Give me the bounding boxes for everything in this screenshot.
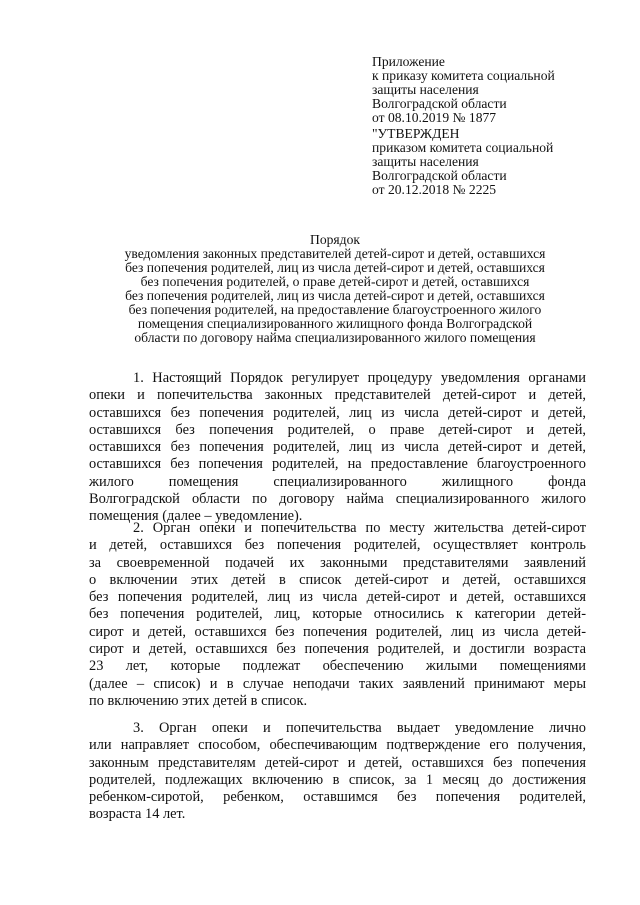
paragraph-line: помещения (далее – уведомление).	[89, 508, 303, 525]
appendix-line: Приложение	[372, 54, 445, 69]
paragraph-line: возраста 14 лет.	[89, 806, 186, 823]
title-line: без попечения родителей, лиц из числа детей-сирот и детей, оставшихся	[125, 260, 545, 275]
paragraph-3	[89, 720, 586, 824]
paragraph-line: Волгоградской области по договору найма специализированного жилого	[89, 491, 586, 508]
appendix-line: от 08.10.2019 № 1877	[372, 110, 497, 125]
approved-line: защиты населения	[372, 154, 479, 169]
paragraph-line: опеки и попечительства законных представителей детей-сирот и детей,	[89, 387, 586, 404]
title-line: без попечения родителей, о праве детей-сирот и детей, оставшихся	[140, 274, 530, 289]
document-title	[80, 233, 590, 345]
paragraph-line: ребенком-сиротой, ребенком, оставшимся без попечения родителей,	[89, 789, 586, 806]
title-line: уведомления законных представителей детей-сирот и детей, оставшихся	[124, 246, 546, 261]
paragraph-line: родителей, подлежащих включению в список, за 1 месяц до достижения	[89, 771, 586, 788]
paragraph-line: сирот и детей, оставшихся без попечения родителей, лиц из числа детей-	[89, 623, 586, 640]
paragraph-line: оставшихся без попечения родителей, лиц из числа детей-сирот и детей,	[89, 439, 586, 456]
paragraph-line: 23 лет, которые подлежат обеспечению жилыми помещениями	[89, 658, 586, 675]
paragraph-line: за своевременной подачей их законными представителями заявлений	[89, 554, 586, 571]
paragraph-line: оставшихся без попечения родителей, о праве детей-сирот и детей,	[89, 421, 586, 438]
paragraph-line: 1. Настоящий Порядок регулирует процедуру уведомления органами	[133, 370, 586, 386]
paragraph-line: по включению этих детей в список.	[89, 692, 308, 709]
approved-line: приказом комитета социальной	[372, 140, 554, 155]
paragraph-2	[89, 520, 586, 710]
title-line: без попечения родителей, лиц из числа детей-сирот и детей, оставшихся	[125, 288, 545, 303]
paragraph-line: или направляет способом, обеспечивающим подтверждение его получения,	[89, 737, 586, 754]
paragraph-line: жилого помещения специализированного жилищного фонда	[89, 473, 586, 490]
paragraph-line: оставшихся без попечения родителей, на предоставление благоустроенного	[89, 456, 586, 473]
paragraph-line: о включении этих детей в список детей-сирот и детей, оставшихся	[89, 571, 586, 588]
approved-line: "УТВЕРЖДЕН	[372, 126, 460, 141]
title-line: Порядок	[310, 232, 360, 247]
paragraph-line: без попечения родителей, лиц, которые относились к категории детей-	[89, 606, 586, 623]
title-line: без попечения родителей, на предоставление благоустроенного жилого	[128, 302, 542, 317]
appendix-line: защиты населения	[372, 82, 479, 97]
paragraph-line: законным представителям детей-сирот и детей, оставшихся без попечения	[89, 754, 586, 771]
approved-line: Волгоградской области	[372, 168, 507, 183]
appendix-block	[372, 55, 612, 125]
approved-line: от 20.12.2018 № 2225	[372, 182, 497, 197]
paragraph-line: 3. Орган опеки и попечительства выдает уведомление лично	[133, 720, 586, 736]
paragraph-1	[89, 370, 586, 526]
paragraph-line: без попечения родителей, лиц из числа детей-сирот и детей, оставшихся	[89, 589, 586, 606]
paragraph-line: 2. Орган опеки и попечительства по месту жительства детей-сирот	[133, 520, 586, 536]
title-line: помещения специализированного жилищного фонда Волгоградской	[137, 316, 533, 331]
appendix-line: к приказу комитета социальной	[372, 68, 555, 83]
paragraph-line: оставшихся без попечения родителей, лиц из числа детей-сирот и детей,	[89, 404, 586, 421]
paragraph-line: и детей, оставшихся без попечения родителей, осуществляет контроль	[89, 537, 586, 554]
title-line: области по договору найма специализированного жилого помещения	[134, 330, 536, 345]
approved-block	[372, 127, 612, 197]
appendix-line: Волгоградской области	[372, 96, 507, 111]
paragraph-line: сирот и детей, оставшихся без попечения родителей, и достигли возраста	[89, 641, 586, 658]
paragraph-line: (далее – список) и в случае неподачи таких заявлений принимают меры	[89, 675, 586, 692]
